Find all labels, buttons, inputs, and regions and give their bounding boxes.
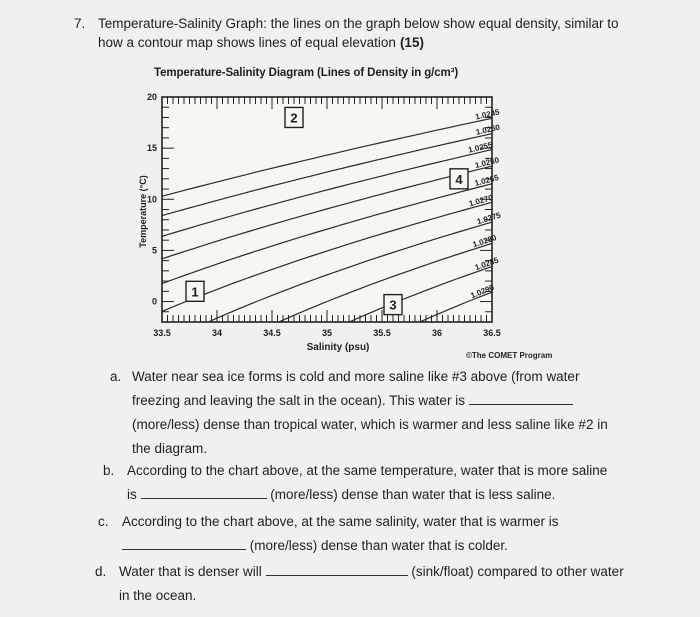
item-a-label: a. bbox=[110, 369, 122, 384]
item-d-line-1a: Water that is denser will bbox=[119, 564, 262, 579]
isoline-label: 1.0285 bbox=[473, 255, 500, 273]
y-tick-label: 10 bbox=[146, 194, 157, 205]
chart-title: Temperature-Salinity Diagram (Lines of Density in g/cm³) bbox=[154, 67, 459, 79]
isoline-label: 1.0275 bbox=[475, 210, 502, 227]
marker-label: 3 bbox=[389, 297, 397, 313]
marker-label: 1 bbox=[191, 284, 199, 300]
marker-label: 2 bbox=[290, 110, 298, 126]
x-axis-label: Salinity (psu) bbox=[306, 342, 370, 353]
item-c-label: c. bbox=[98, 514, 109, 529]
item-c-line-2: (more/less) dense than water that is colder. bbox=[249, 538, 508, 553]
question-line-1: Temperature-Salinity Graph: the lines on the graph below show equal density, similar to bbox=[98, 16, 619, 31]
item-d-answer-blank[interactable] bbox=[266, 561, 408, 576]
item-d-line-2: in the ocean. bbox=[119, 588, 197, 603]
item-b-line-1: According to the chart above, at the same temperature, water that is more saline bbox=[127, 463, 608, 478]
isoline-label: 1.0270 bbox=[467, 193, 494, 209]
chart-credit: ©The COMET Program bbox=[466, 351, 553, 360]
y-tick-label: 20 bbox=[146, 92, 157, 102]
item-b-line-2a: is bbox=[127, 487, 137, 502]
isoline-label: 1.0260 bbox=[474, 155, 500, 171]
x-tick-label: 34 bbox=[211, 328, 223, 338]
x-tick-label: 34.5 bbox=[263, 328, 281, 338]
y-axis-label: Temperature (°C) bbox=[138, 175, 148, 248]
item-a-answer-blank[interactable] bbox=[469, 390, 573, 405]
isoline-label: 1.0250 bbox=[474, 122, 501, 137]
item-c-answer-blank[interactable] bbox=[122, 535, 246, 550]
item-a-line-4: the diagram. bbox=[132, 441, 208, 456]
y-tick-label: 0 bbox=[151, 296, 157, 307]
isoline-label: 1.0280 bbox=[471, 233, 498, 250]
isoline-label: 1.0255 bbox=[467, 140, 494, 155]
question-points: (15) bbox=[399, 35, 424, 50]
x-tick-label: 35 bbox=[321, 328, 333, 338]
item-b-answer-blank[interactable] bbox=[141, 484, 267, 499]
x-tick-label: 35.5 bbox=[373, 328, 391, 338]
item-c bbox=[98, 510, 688, 558]
item-c-line-1: According to the chart above, at the same salinity, water that is warmer is bbox=[122, 514, 559, 529]
isoline-label: 1.0290 bbox=[469, 282, 496, 301]
item-d bbox=[95, 560, 695, 608]
question-line-2: how a contour map shows lines of equal elevation bbox=[98, 35, 396, 50]
item-b-line-2b: (more/less) dense than water that is less saline. bbox=[270, 487, 556, 502]
isoline-label: 1.0265 bbox=[473, 173, 500, 188]
marker-label: 4 bbox=[455, 171, 463, 187]
item-b bbox=[103, 459, 693, 507]
y-tick-label: 15 bbox=[146, 143, 157, 154]
item-d-line-1b: (sink/float) compared to other water bbox=[411, 564, 624, 579]
isoline-label: 1.0245 bbox=[474, 107, 501, 122]
item-a-line-3: (more/less) dense than tropical water, which is warmer and less saline like #2 in bbox=[132, 417, 608, 432]
x-tick-label: 36.5 bbox=[483, 328, 501, 338]
item-d-label: d. bbox=[95, 564, 107, 579]
question-number: 7. bbox=[74, 16, 86, 31]
item-a-line-2: freezing and leaving the salt in the ocean). This water is bbox=[132, 393, 465, 408]
item-a bbox=[110, 365, 690, 461]
x-tick-label: 33.5 bbox=[153, 328, 171, 338]
item-a-line-1: Water near sea ice forms is cold and more saline like #3 above (from water bbox=[132, 369, 580, 384]
x-tick-label: 36 bbox=[431, 328, 443, 338]
y-tick-label: 5 bbox=[151, 245, 157, 256]
item-b-label: b. bbox=[103, 463, 115, 478]
